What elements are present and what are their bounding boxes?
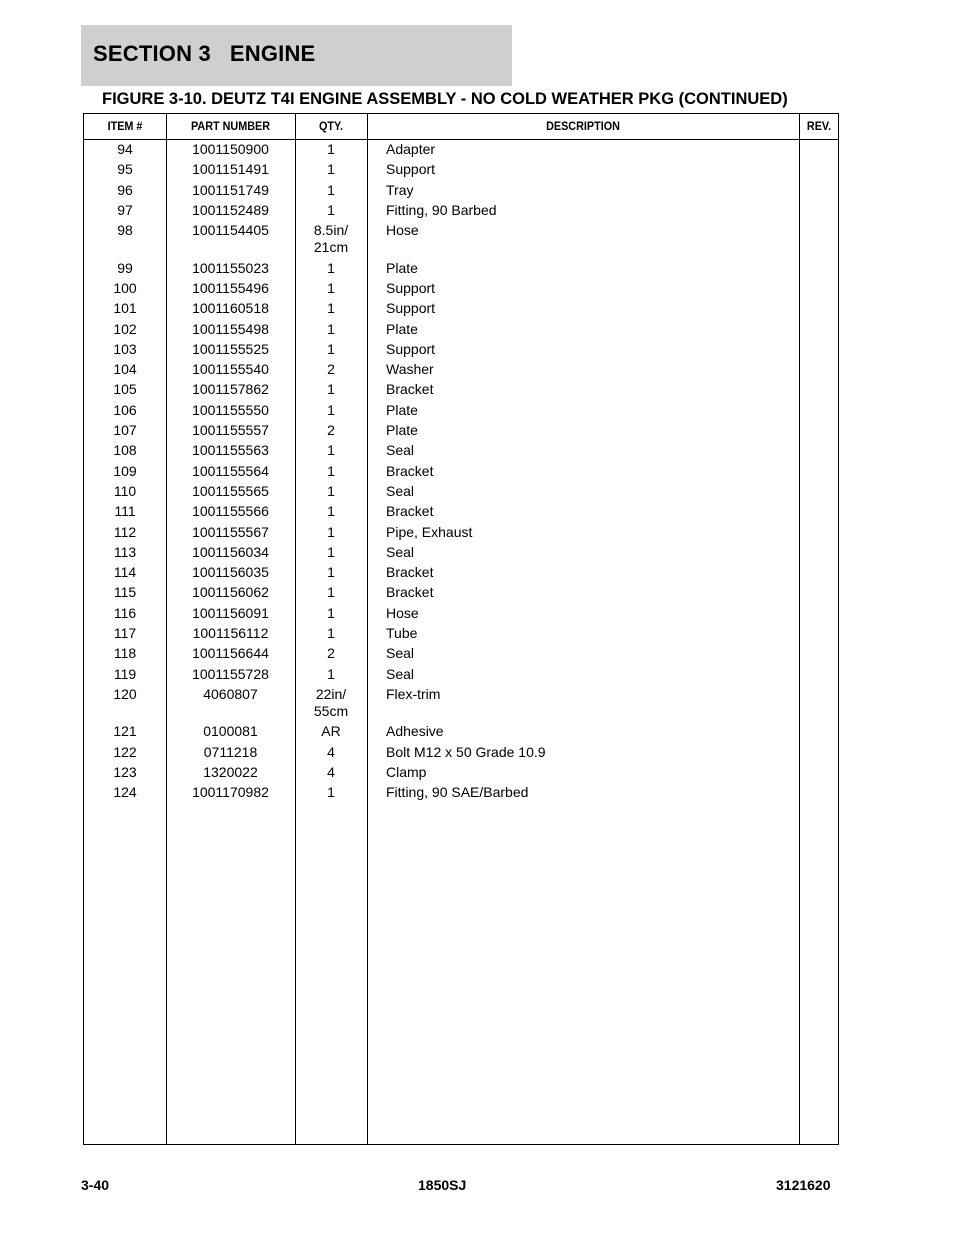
table-row (84, 605, 838, 625)
table-row (84, 280, 838, 300)
item-number-cell: 98 (117, 222, 133, 239)
description-cell: Bracket (386, 462, 434, 479)
item-number-cell: 111 (114, 503, 136, 520)
description-cell: Support (386, 340, 436, 357)
description-cell: Seal (386, 645, 415, 662)
part-number-cell: 1001156091 (192, 604, 269, 621)
part-number-cell: 1001155567 (192, 523, 269, 540)
quantity-cell: 2 (327, 645, 335, 662)
section-banner (81, 25, 512, 86)
table-row (84, 463, 838, 483)
quantity-cell: 1 (327, 564, 335, 581)
description-cell: Support (386, 300, 436, 317)
table-row (84, 361, 838, 381)
part-number-cell: 1001170982 (192, 784, 269, 801)
description-cell: Seal (386, 442, 415, 459)
item-number-cell: 112 (113, 523, 137, 540)
table-row (84, 182, 838, 202)
part-number-cell: 1001151491 (192, 161, 269, 178)
description-cell: Plate (386, 422, 418, 439)
part-number-cell: 1001157862 (192, 381, 269, 398)
item-number-cell: 113 (113, 543, 137, 560)
quantity-cell: 1 (327, 462, 335, 479)
item-number-cell: 99 (117, 259, 133, 276)
quantity-cell: 1 (327, 340, 335, 357)
description-cell: Flex-trim (386, 685, 441, 702)
table-row (84, 483, 838, 503)
part-number-cell: 1001155557 (192, 422, 269, 439)
table-row (84, 744, 838, 764)
part-number-cell: 1001160518 (192, 300, 269, 317)
item-number-cell: 119 (113, 665, 137, 682)
quantity-cell: 1 (327, 482, 335, 499)
item-number-cell: 123 (113, 764, 137, 781)
table-row (84, 300, 838, 320)
table-row (84, 442, 838, 462)
item-number-cell: 102 (113, 320, 137, 337)
item-number-cell: 117 (113, 625, 137, 642)
item-number-cell: 94 (117, 141, 133, 157)
table-row (84, 723, 838, 743)
part-number-cell: 1001156644 (192, 645, 269, 662)
quantity-cell: 1 (327, 381, 335, 398)
quantity-cell: AR (321, 723, 341, 740)
description-cell: Seal (386, 543, 415, 560)
table-row (84, 584, 838, 604)
table-row (84, 544, 838, 564)
quantity-cell: 22in/ 55cm (313, 685, 349, 719)
item-number-cell: 110 (113, 482, 137, 499)
quantity-cell: 1 (327, 543, 335, 560)
header-divider (84, 139, 838, 140)
item-number-cell: 118 (113, 645, 137, 662)
table-row (84, 784, 838, 804)
table-row (84, 202, 838, 222)
item-number-cell: 106 (113, 401, 137, 418)
description-cell: Support (386, 279, 436, 296)
quantity-cell: 2 (327, 422, 335, 439)
quantity-cell: 1 (327, 503, 335, 520)
part-number-cell: 1001155564 (192, 462, 269, 479)
part-number-cell: 1001155728 (192, 665, 269, 682)
quantity-cell: 1 (327, 279, 335, 296)
description-cell: Seal (386, 665, 415, 682)
table-row (84, 402, 838, 422)
item-number-cell: 122 (113, 743, 137, 760)
description-cell: Seal (386, 482, 415, 499)
item-number-cell: 109 (113, 462, 137, 479)
table-row (84, 764, 838, 784)
item-number-cell: 96 (117, 181, 133, 198)
item-number-cell: 120 (113, 685, 137, 702)
part-number-cell: 1001155550 (192, 401, 269, 418)
part-number-cell: 1320022 (203, 764, 258, 781)
item-number-cell: 103 (113, 340, 137, 357)
table-body (84, 141, 838, 805)
part-number-cell: 1001150900 (192, 141, 269, 157)
part-number-cell: 1001151749 (192, 181, 269, 198)
description-cell: Plate (386, 259, 418, 276)
quantity-cell: 1 (327, 665, 335, 682)
part-number-cell: 1001155023 (192, 259, 269, 276)
quantity-cell: 1 (327, 161, 335, 178)
header-rev: REV. (806, 119, 832, 133)
quantity-cell: 1 (327, 201, 335, 218)
item-number-cell: 105 (113, 381, 137, 398)
part-number-cell: 4060807 (203, 685, 258, 702)
figure-title: FIGURE 3-10. DEUTZ T4I ENGINE ASSEMBLY - NO COLD WEATHER PKG (CONTINUED) (102, 90, 788, 108)
quantity-cell: 1 (327, 604, 335, 621)
parts-table (83, 113, 839, 1145)
quantity-cell: 1 (327, 401, 335, 418)
description-cell: Fitting, 90 SAE/Barbed (386, 784, 529, 801)
description-cell: Plate (386, 401, 418, 418)
part-number-cell: 1001152489 (192, 201, 269, 218)
description-cell: Hose (386, 604, 419, 621)
item-number-cell: 95 (117, 161, 133, 178)
table-row (84, 260, 838, 280)
description-cell: Pipe, Exhaust (386, 523, 473, 540)
table-row (84, 666, 838, 686)
section-title: SECTION 3 ENGINE (93, 41, 316, 66)
item-number-cell: 114 (113, 564, 137, 581)
part-number-cell: 1001154405 (192, 222, 269, 239)
description-cell: Fitting, 90 Barbed (386, 201, 497, 218)
item-number-cell: 104 (113, 361, 137, 378)
item-number-cell: 97 (117, 201, 133, 218)
quantity-cell: 4 (327, 764, 335, 781)
description-cell: Hose (386, 222, 419, 239)
description-cell: Bracket (386, 381, 434, 398)
part-number-cell: 1001155525 (192, 340, 269, 357)
part-number-cell: 1001155565 (192, 482, 269, 499)
quantity-cell: 4 (327, 743, 335, 760)
quantity-cell: 8.5in/ 21cm (313, 222, 349, 256)
table-row (84, 141, 838, 161)
quantity-cell: 1 (327, 784, 335, 801)
description-cell: Washer (386, 361, 434, 378)
part-number-cell: 1001155496 (192, 279, 269, 296)
table-row (84, 564, 838, 584)
description-cell: Bracket (386, 584, 434, 601)
part-number-cell: 1001155540 (192, 361, 269, 378)
document-number: 3121620 (776, 1177, 831, 1193)
item-number-cell: 107 (113, 422, 137, 439)
item-number-cell: 115 (113, 584, 137, 601)
item-number-cell: 108 (113, 442, 137, 459)
description-cell: Clamp (386, 764, 427, 781)
part-number-cell: 1001156034 (192, 543, 269, 560)
table-row (84, 686, 838, 724)
table-row (84, 381, 838, 401)
table-row (84, 645, 838, 665)
page-number: 3-40 (81, 1177, 110, 1193)
quantity-cell: 1 (327, 523, 335, 540)
part-number-cell: 1001155563 (192, 442, 269, 459)
table-row (84, 422, 838, 442)
table-row (84, 341, 838, 361)
part-number-cell: 1001156062 (192, 584, 269, 601)
table-row (84, 524, 838, 544)
table-row (84, 503, 838, 523)
table-row (84, 625, 838, 645)
item-number-cell: 124 (113, 784, 137, 801)
table-row (84, 222, 838, 260)
description-cell: Tray (386, 181, 414, 198)
quantity-cell: 1 (327, 320, 335, 337)
description-cell: Support (386, 161, 436, 178)
quantity-cell: 1 (327, 141, 335, 157)
item-number-cell: 100 (113, 279, 137, 296)
part-number-cell: 0711218 (203, 743, 258, 760)
item-number-cell: 116 (113, 604, 137, 621)
header-description: DESCRIPTION (546, 119, 620, 133)
part-number-cell: 0100081 (203, 723, 258, 740)
table-row (84, 161, 838, 181)
description-cell: Bracket (386, 564, 434, 581)
part-number-cell: 1001156035 (192, 564, 269, 581)
quantity-cell: 1 (327, 625, 335, 642)
quantity-cell: 1 (327, 584, 335, 601)
part-number-cell: 1001155566 (192, 503, 269, 520)
item-number-cell: 121 (113, 723, 137, 740)
quantity-cell: 1 (327, 181, 335, 198)
description-cell: Bolt M12 x 50 Grade 10.9 (386, 743, 546, 760)
quantity-cell: 1 (327, 300, 335, 317)
header-item: ITEM # (107, 119, 143, 133)
quantity-cell: 1 (327, 259, 335, 276)
description-cell: Bracket (386, 503, 434, 520)
description-cell: Tube (386, 625, 418, 642)
description-cell: Adapter (386, 141, 436, 157)
description-cell: Adhesive (386, 723, 444, 740)
header-qty: QTY. (318, 119, 343, 133)
quantity-cell: 2 (327, 361, 335, 378)
model-number: 1850SJ (418, 1177, 467, 1193)
part-number-cell: 1001155498 (192, 320, 269, 337)
table-row (84, 321, 838, 341)
header-part-number: PART NUMBER (190, 119, 271, 133)
description-cell: Plate (386, 320, 418, 337)
item-number-cell: 101 (113, 300, 137, 317)
quantity-cell: 1 (327, 442, 335, 459)
part-number-cell: 1001156112 (192, 625, 269, 642)
